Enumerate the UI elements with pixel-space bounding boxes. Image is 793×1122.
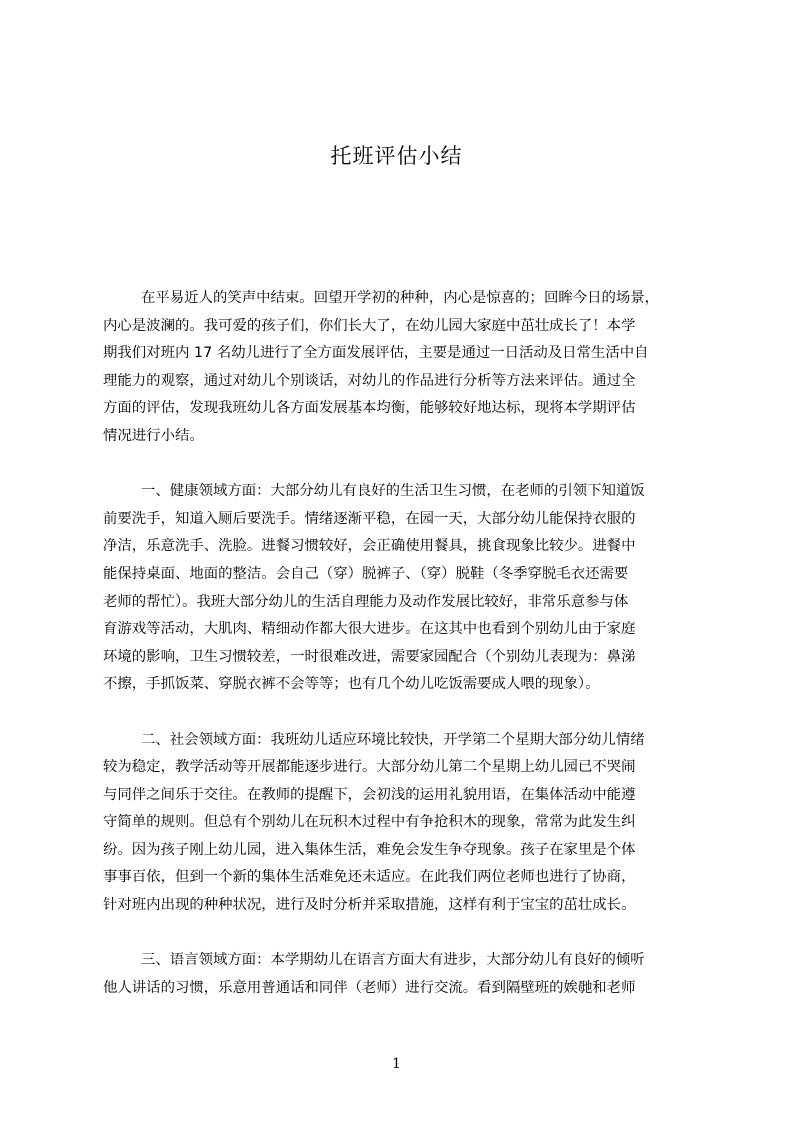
paragraph-social: [103, 727, 703, 920]
page-number: 1: [392, 1056, 401, 1072]
paragraph-line: 期我们对班内 17 名幼儿进行了全方面发展评估，主要是通过一日活动及日常生活中自: [103, 345, 649, 362]
paragraph-line: 净洁，乐意洗手、洗脸。进餐习惯较好，会正确使用餐具，挑食现象比较少。进餐中: [103, 538, 636, 555]
page-title: 托班评估小结: [330, 144, 463, 168]
paragraph-line: 针对班内出现的种种状况，进行及时分析并采取措施，这样有利于宝宝的茁壮成长。: [103, 897, 636, 914]
paragraph-line: 情况进行小结。: [103, 427, 204, 444]
paragraph-line: 纷。因为孩子刚上幼儿园，进入集体生活，难免会发生争夺现象。孩子在家里是个体: [103, 841, 636, 858]
paragraph-line: 一、健康领域方面：大部分幼儿有良好的生活卫生习惯，在老师的引领下知道饭: [141, 483, 645, 500]
paragraph-line: 二、社会领域方面：我班幼儿适应环境比较快，开学第二个星期大部分幼儿情绪: [141, 731, 645, 748]
paragraph-intro: [103, 285, 703, 451]
document-body: [103, 285, 703, 1002]
paragraph-line: 他人讲话的习惯，乐意用普通话和同伴（老师）进行交流。看到隔壁班的娭毑和老师: [103, 979, 636, 996]
paragraph-line: 方面的评估，发现我班幼儿各方面发展基本均衡，能够较好地达标，现将本学期评估: [103, 400, 636, 417]
paragraph-language: [103, 947, 703, 1002]
paragraph-line: 能保持桌面、地面的整洁。会自己（穿）脱裤子、（穿）脱鞋（冬季穿脱毛衣还需要: [103, 565, 629, 582]
paragraph-line: 老师的帮忙）。我班大部分幼儿的生活自理能力及动作发展比较好，非常乐意参与体: [103, 593, 629, 610]
paragraph-line: 理能力的观察，通过对幼儿个别谈话，对幼儿的作品进行分析等方法来评估。通过全: [103, 372, 636, 389]
paragraph-line: 不擦，手抓饭菜、穿脱衣裤不会等等；也有几个幼儿吃饭需要成人喂的现象）。: [103, 676, 600, 693]
paragraph-line: 前要洗手，知道入厕后要洗手。情绪逐渐平稳，在园一天，大部分幼儿能保持衣服的: [103, 510, 636, 527]
paragraph-line: 守简单的规则。但总有个别幼儿在玩积木过程中有争抢积木的现象，常常为此发生纠: [103, 814, 636, 831]
paragraph-line: 较为稳定，教学活动等开展都能逐步进行。大部分幼儿第二个星期上幼儿园已不哭闹: [103, 759, 636, 776]
paragraph-line: 内心是波澜的。我可爱的孩子们，你们长大了，在幼儿园大家庭中茁壮成长了！本学: [103, 317, 636, 334]
paragraph-line: 与同伴之间乐于交往。在教师的提醒下，会初浅的运用礼貌用语，在集体活动中能遵: [103, 786, 636, 803]
paragraph-spacer: [103, 920, 703, 948]
paragraph-line: 事事百依，但到一个新的集体生活难免还未适应。在此我们两位老师也进行了协商，: [103, 869, 636, 886]
paragraph-health: [103, 478, 703, 699]
paragraph-line: 三、语言领域方面：本学期幼儿在语言方面大有进步，大部分幼儿有良好的倾听: [141, 952, 645, 969]
paragraph-line: 在平易近人的笑声中结束。回望开学初的种种，内心是惊喜的；回眸今日的场景，: [141, 290, 660, 306]
paragraph-line: 育游戏等活动，大肌肉、精细动作都大很大进步。在这其中也看到个别幼儿由于家庭: [103, 621, 636, 638]
paragraph-spacer: [103, 699, 703, 727]
paragraph-line: 环境的影响，卫生习惯较差，一时很难改进，需要家园配合（个别幼儿表现为：鼻涕: [103, 648, 636, 665]
paragraph-spacer: [103, 451, 703, 479]
